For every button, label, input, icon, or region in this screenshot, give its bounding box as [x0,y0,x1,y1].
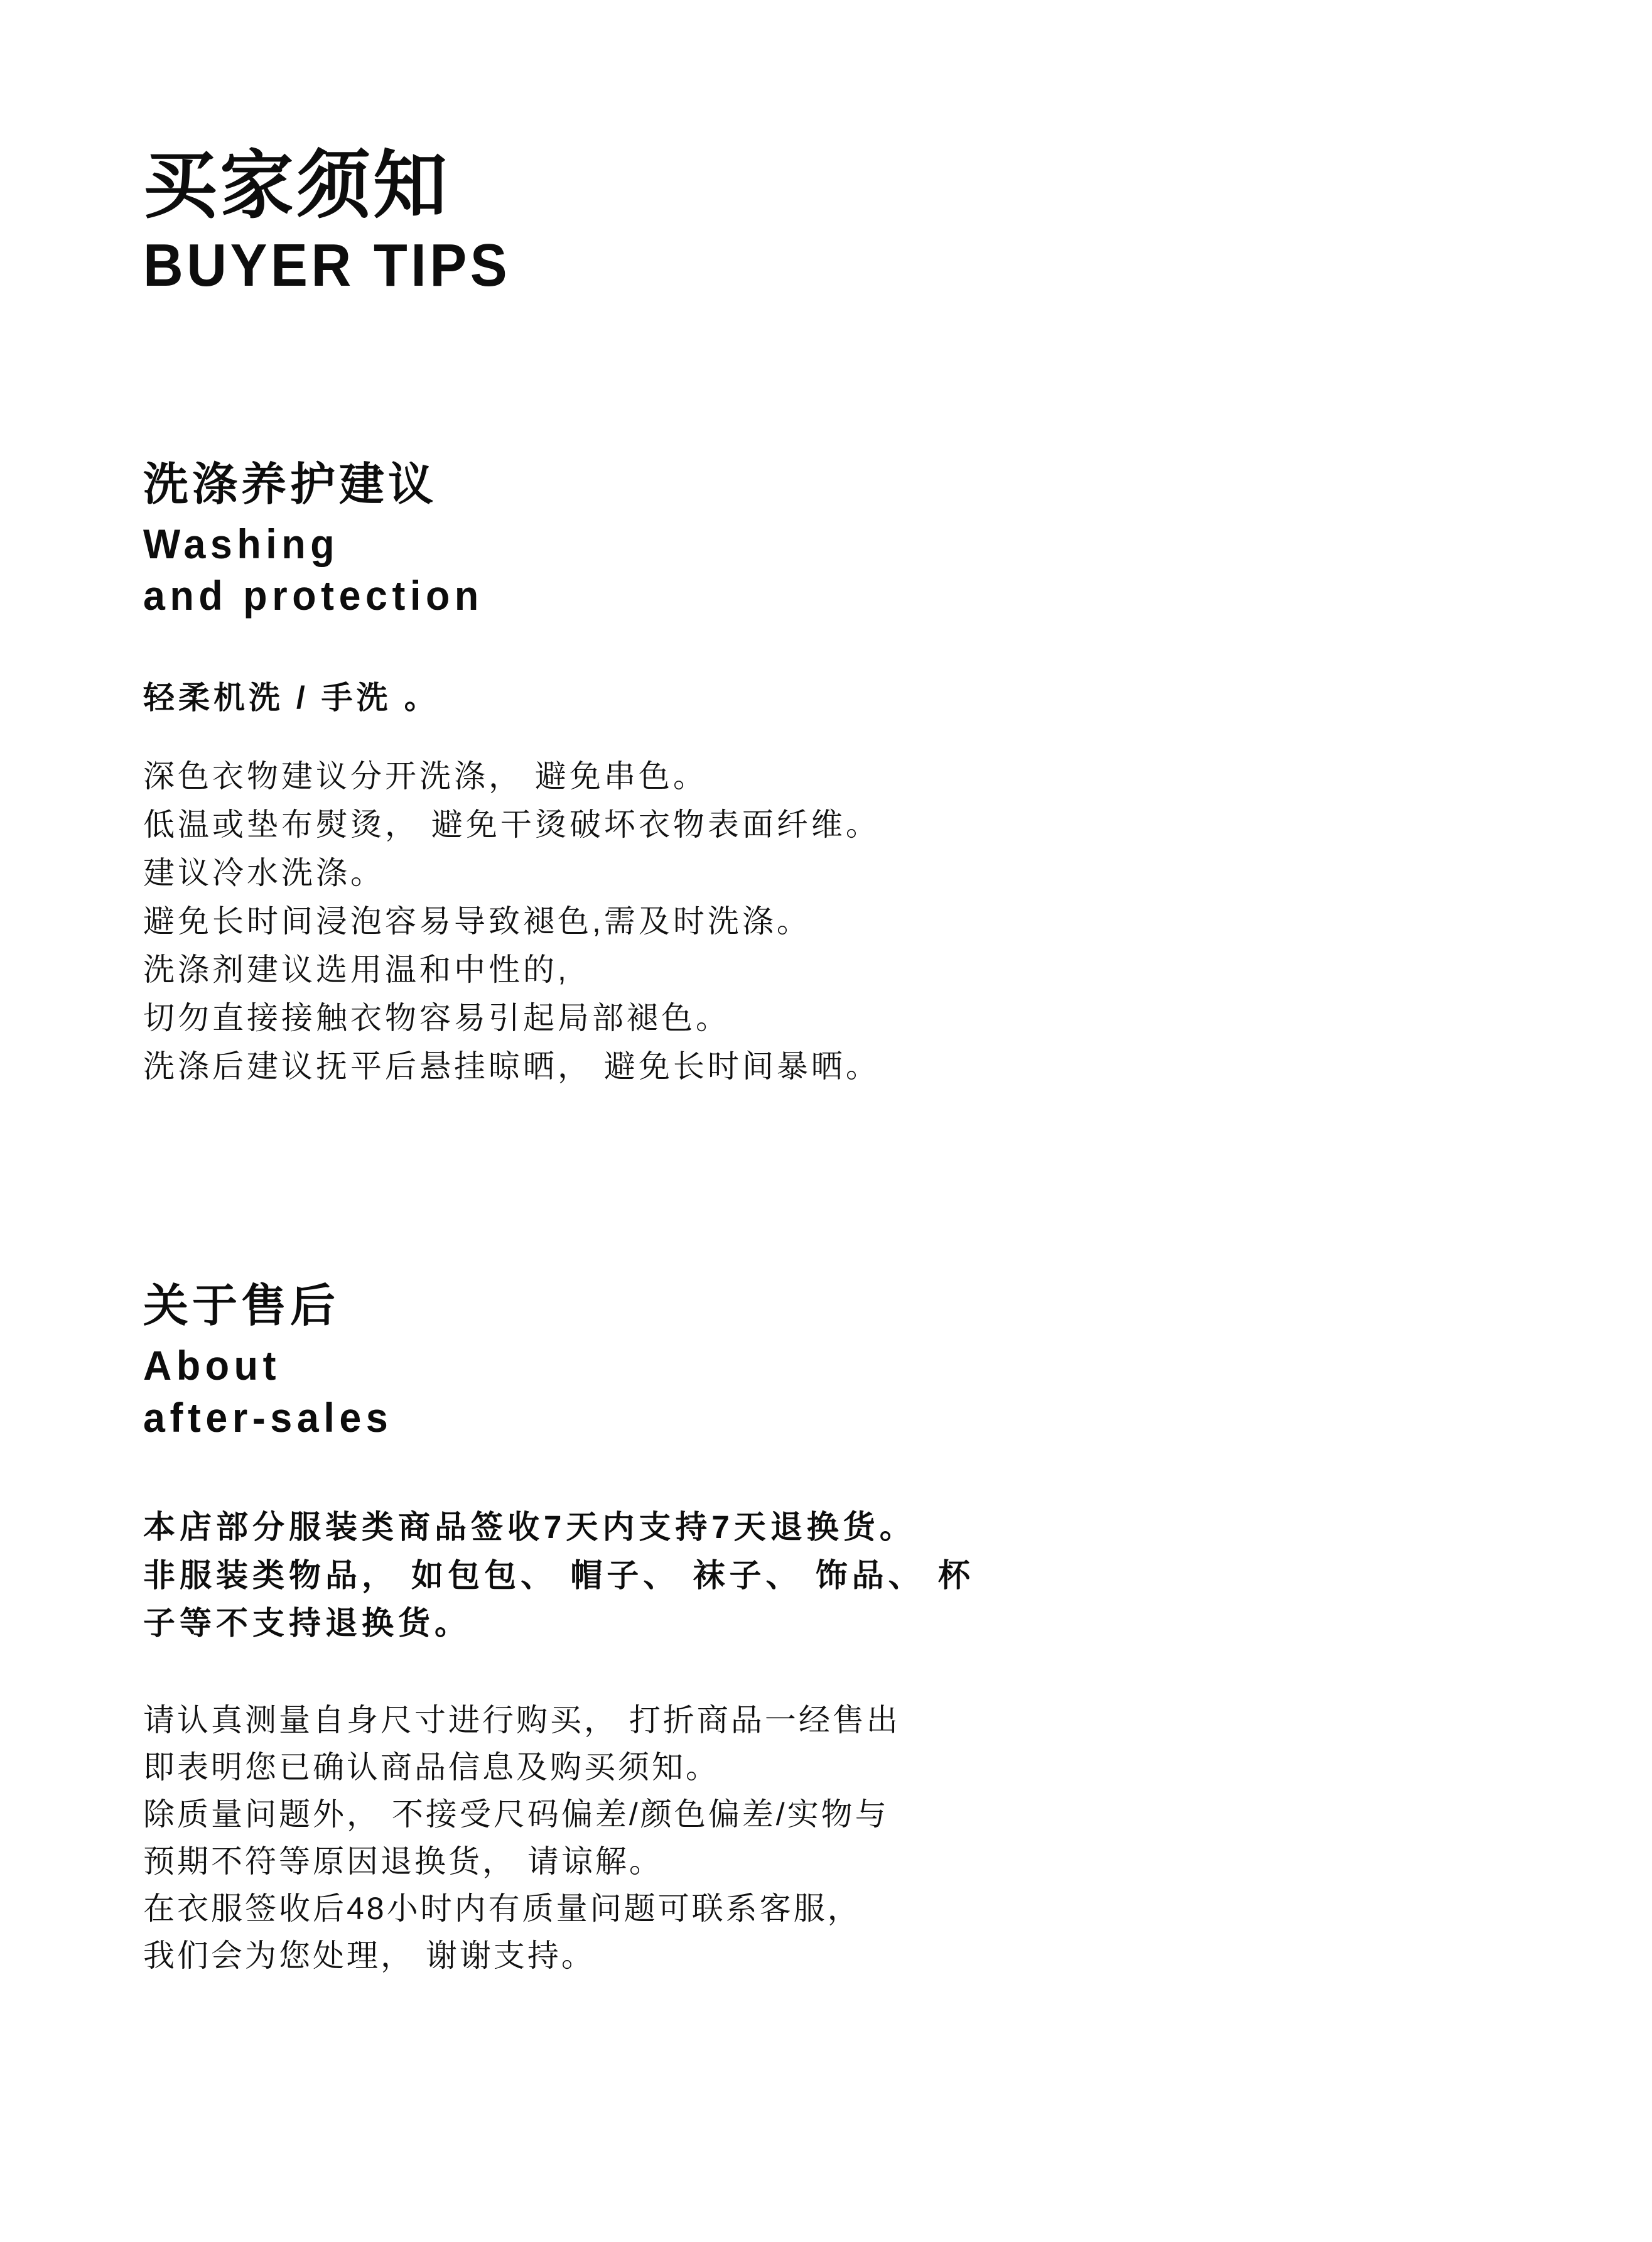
section-washing [143,458,1501,1091]
washing-lede: 轻柔机洗 / 手洗 。 [143,680,440,715]
page-title-cn: 买家须知 [143,144,450,227]
after-sales-policy-line-2: 非服装类物品， 如包包、 帽子、 袜子、 饰品、 杯 [143,1557,974,1593]
washing-line-3: 建议冷水洗涤。 [143,855,385,891]
after-sales-line-2: 即表明您已确认商品信息及购买须知。 [143,1749,720,1785]
section-after-sales-heading-en-line2: after-sales [143,1394,393,1441]
section-washing-heading-en-line1: Washing [143,520,340,567]
after-sales-line-5: 在衣服签收后48小时内有质量问题可联系客服， [143,1890,861,1926]
after-sales-line-1: 请认真测量自身尺寸进行购买， 打折商品一经售出 [143,1702,900,1738]
after-sales-policy-line-3: 子等不支持退换货。 [143,1605,472,1642]
after-sales-line-3: 除质量问题外， 不接受尺码偏差/颜色偏差/实物与 [143,1796,889,1832]
after-sales-policy [143,1503,1501,1648]
washing-line-1: 深色衣物建议分开洗涤， 避免串色。 [143,758,708,794]
page-title [143,144,1501,301]
after-sales-body [143,1697,1501,1979]
section-after-sales-heading-cn: 关于售后 [143,1281,340,1331]
section-after-sales [143,1279,1501,1979]
section-after-sales-heading-en-line1: About [143,1342,281,1389]
washing-line-5: 洗涤剂建议选用温和中性的, [143,951,570,987]
washing-line-6: 切勿直接接触衣物容易引起局部褪色。 [143,1000,730,1036]
after-sales-line-4: 预期不符等原因退换货， 请谅解。 [143,1843,663,1879]
washing-line-7: 洗涤后建议抚平后悬挂晾晒， 避免长时间暴晒。 [143,1048,880,1084]
section-washing-heading-en-line2: and protection [143,572,483,619]
washing-body [143,752,1501,1091]
page-title-en: BUYER TIPS [143,232,511,300]
after-sales-line-6: 我们会为您处理， 谢谢支持。 [143,1937,595,1973]
section-washing-heading-cn: 洗涤养护建议 [143,459,438,510]
washing-line-2: 低温或垫布熨烫， 避免干烫破坏衣物表面纤维。 [143,806,880,842]
after-sales-policy-line-1: 本店部分服装类商品签收7天内支持7天退换货。 [143,1509,916,1546]
section-after-sales-heading-en [143,1340,1433,1443]
washing-line-4: 避免长时间浸泡容易导致褪色,需及时洗涤。 [143,903,811,939]
section-washing-heading-en [143,518,1433,622]
